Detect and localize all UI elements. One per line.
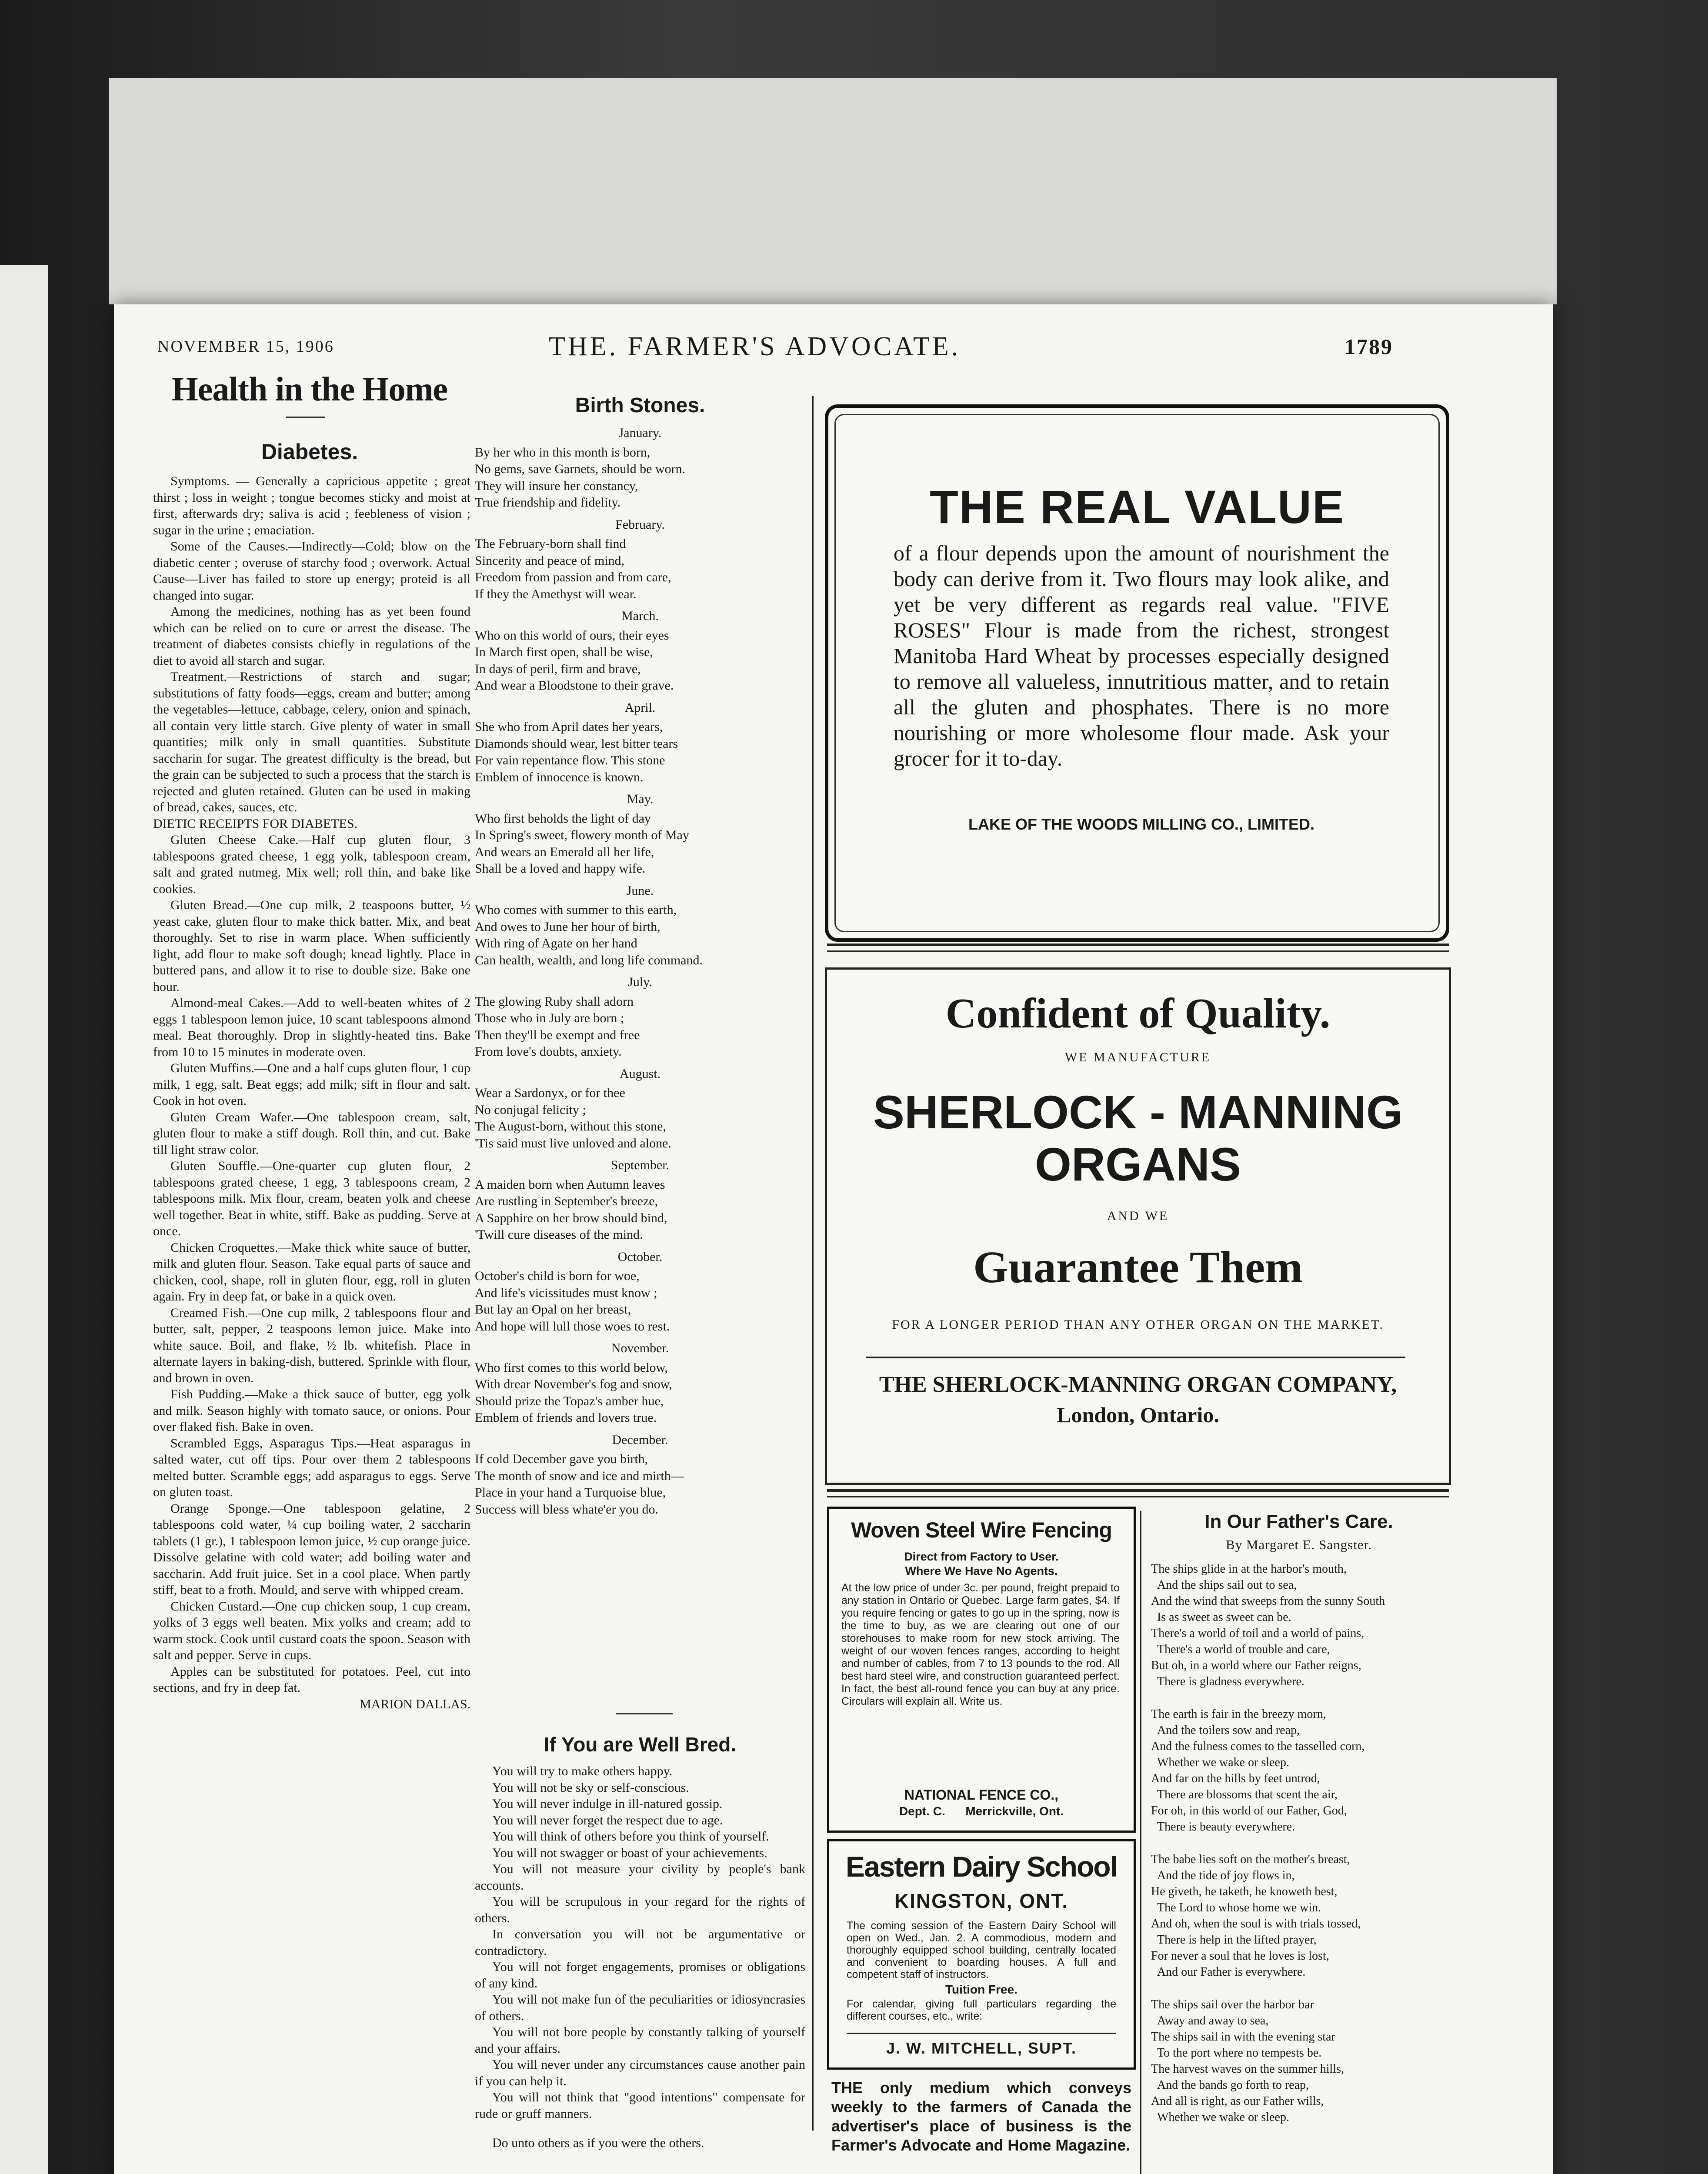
- month-heading: December.: [612, 1432, 668, 1447]
- month-stanza: The February-born shall find Sincerity and peace of mind, Freedom from passion and from care, If they the Amethyst will wear.: [475, 537, 671, 601]
- wellbred-item: You will never indulge in ill-natured gossip.: [492, 1797, 723, 1811]
- receipt: Gluten Souffle.—One-quarter cup gluten flour, 2 tablespoons grated cheese, 1 egg, 3 tablespoons cream, 2 tablespoons milk. Mix flour, cream, beaten yolk and cheese well together. Beat in white, stiff. Bake as pudding. Serve at once.: [153, 1159, 470, 1238]
- medium-notice: THE only medium which conveys weekly to the farmers of Canada the advertiser's place of business is the Farmer's Advocate and Home Magazine.: [831, 2079, 1131, 2154]
- wellbred-item: You will be scrupulous in your regard for the rights of others.: [475, 1894, 805, 1925]
- month-heading: June.: [626, 883, 654, 898]
- masthead: THE. FARMER'S ADVOCATE.: [549, 332, 961, 361]
- month-heading: July.: [628, 975, 652, 989]
- issue-date: NOVEMBER 15, 1906: [157, 337, 334, 356]
- month-stanza: A maiden born when Autumn leaves Are rustling in September's breeze, A Sapphire on her brow should bind, 'Twill cure diseases of the mind.: [475, 1177, 667, 1242]
- poem-body: [1151, 1557, 1451, 2125]
- receipt: Fish Pudding.—Make a thick sauce of butter, egg yolk and milk. Season highly with tomato sauce, or onions. Pour over flaked fish. Bake in oven.: [153, 1387, 470, 1434]
- wellbred-item: You will not measure your civility by people's bank accounts.: [475, 1862, 805, 1893]
- wellbred-item: You will not forget engagements, promises or obligations of any kind.: [475, 1960, 805, 1991]
- receipt: Chicken Custard.—One cup chicken soup, 1 cup cream, yolks of 3 eggs well beaten. Mix yolks and cream; add to warm stock. Cook until custard coats the spoon. Season with salt and pepper. Serve in cups.: [153, 1599, 470, 1662]
- sherlock-location: London, Ontario.: [1057, 1403, 1219, 1427]
- wellbred-item: You will not be sky or self-conscious.: [492, 1780, 689, 1795]
- fence-company: NATIONAL FENCE CO.,: [904, 1787, 1059, 1803]
- receipt: Almond-meal Cakes.—Add to well-beaten whites of 2 eggs 1 tablespoon lemon juice, 10 scant tablespoons almond meal. Beat thoroughly. Drop in slightly-heated tins. Bake from 10 to 15 minutes in moderate oven.: [153, 996, 470, 1059]
- receipt: Orange Sponge.—One tablespoon gelatine, 2 tablespoons cold water, ¼ cup boiling water, 2 saccharin tablets (1 gr.), 1 tablespoon lemon juice, ½ cup orange juice. Dissolve gelatine with cold water; add boiling water and saccharin. Add fruit juice. Set in a cool place. When partly stiff, beat to a froth. Mould, and serve with whipped cream.: [153, 1501, 470, 1597]
- dairy-signature: J. W. MITCHELL, SUPT.: [886, 2039, 1077, 2057]
- receipt: Gluten Cream Wafer.—One tablespoon cream, salt, gluten flour to make a stiff dough. Roll thin, and cut. Bake till light straw color.: [153, 1110, 470, 1157]
- poem-divider: [1140, 1511, 1141, 2174]
- health-title-rule: [286, 417, 325, 418]
- receipt: Chicken Croquettes.—Make thick white sauce of butter, milk and gluten flour. Season. Take equal parts of sauce and chicken, cool, shape, roll in gluten flour, egg, roll in gluten again. Fry in deep fat, or bake in a quick oven.: [153, 1240, 470, 1304]
- month-stanza: If cold December gave you birth, The month of snow and ice and mirth— Place in your hand a Turquoise blue, Success will bless whate'er you do.: [475, 1452, 684, 1517]
- five-roses-body: of a flour depends upon the amount of nourishment the body can derive from it. Two flours may look alike, and yet be very different as regards real value. "FIVE ROSES" Flour is made from the richest, strongest Manitoba Hard Wheat by processes especially designed to remove all valueless, innutritious matter, and to retain all the gluten and phosphates. There is no more nourishing or more wholesome flour made. Ask your grocer for it to-day.: [894, 541, 1389, 770]
- month-stanza: Who first beholds the light of day In Spring's sweet, flowery month of May And wears an Emerald all her life, Shall be a loved and happy wife.: [475, 811, 689, 876]
- receipt: Creamed Fish.—One cup milk, 2 tablespoons flour and butter, salt, pepper, 2 teaspoons lemon juice. Make into white sauce. Boil, and flake, ½ lb. whitefish. Place in alternate layers in baking-dish, buttered. Sprinkle with flour, and brown in oven.: [153, 1305, 470, 1385]
- sherlock-company: THE SHERLOCK-MANNING ORGAN COMPANY,: [879, 1372, 1397, 1397]
- sherlock-manning-brand: SHERLOCK - MANNING: [873, 1086, 1403, 1138]
- health-title: Health in the Home: [171, 370, 448, 408]
- wellbred-item: Do unto others as if you were the others.: [492, 2136, 704, 2150]
- we-manufacture: WE MANUFACTURE: [1064, 1050, 1211, 1064]
- birthstones-poem: [475, 420, 805, 1724]
- wellbred-item: You will not make fun of the peculiarities or idiosyncrasies of others.: [475, 1992, 805, 2023]
- month-stanza: Who first comes to this world below, With drear November's fog and snow, Should prize the Topaz's amber hue, Emblem of friends and lovers true.: [475, 1360, 672, 1425]
- health-paragraph: Treatment.—Restrictions of starch and sugar; substitutions of fatty foods—eggs, cream and butter; among the vegetables—lettuce, cabbage, celery, onion and spinach, all contain very little starch. Give plenty of water in small quantities; milk only in small quantities. Substitute saccharin for sugar. The greatest difficulty is the bread, but the grain can be subjected to such a process that the starch is rejected and gluten retained. Gluten can be used in making of bread, cakes, sauces, etc.: [153, 670, 470, 814]
- wellbred-item: In conversation you will not be argumentative or contradictory.: [475, 1927, 805, 1958]
- health-paragraph: Among the medicines, nothing has as yet been found which can be relied on to cure or arrest the disease. The treatment of diabetes consists chiefly in regulations of the diet to avoid all starch and sugar.: [153, 604, 470, 668]
- birthstones-title: Birth Stones.: [575, 394, 705, 417]
- month-heading: March.: [621, 609, 659, 623]
- sheet-above: [109, 78, 1557, 304]
- five-roses-company: LAKE OF THE WOODS MILLING CO., LIMITED.: [968, 815, 1314, 833]
- health-paragraph: Some of the Causes.—Indirectly—Cold; blow on the diabetic center ; overuse of starchy food ; overwork. Actual Cause—Liver has failed to store up energy; proteid is all changed into sugar.: [153, 539, 470, 603]
- health-column: [153, 473, 470, 2174]
- organs-brand: ORGANS: [1034, 1138, 1241, 1190]
- month-heading: August.: [619, 1066, 661, 1081]
- dairy-body2: For calendar, giving full particulars regarding the different courses, etc., write:: [847, 1998, 1116, 2022]
- month-heading: September.: [610, 1158, 670, 1172]
- sherlock-rule: [866, 1357, 1405, 1358]
- dairy-headline: Eastern Dairy School: [846, 1851, 1117, 1883]
- month-heading: February.: [615, 517, 665, 532]
- diabetes-heading: Diabetes.: [261, 440, 358, 464]
- sherlock-manning-ad: [825, 967, 1451, 1485]
- fence-body: At the low price of under 3c. per pound, freight prepaid to any station in Ontario or Quebec. Large farm gates, $4. If you require fencing or gates to go up in the spring, now is the time to buy, as we are clearing out one of our storehouses to make room for new stock arriving. The weight of our woven fences ranges, according to height and number of cables, from 7 to 13 pounds to the rod. All best hard steel wire, and construction guaranteed perfect. In fact, the best all-round fence you can buy at any price. Circulars will explain all. Write us.: [841, 1582, 1120, 1707]
- fence-address: Dept. C. Merrickville, Ont.: [899, 1804, 1064, 1818]
- month-heading: April.: [624, 700, 656, 715]
- dairy-location: KINGSTON, ONT.: [894, 1890, 1069, 1912]
- fence-sub2: Where We Have No Agents.: [905, 1564, 1058, 1577]
- month-stanza: October's child is born for woe, And life's vicissitudes must know ; But lay an Opal on her breast, And hope will lull those woes to rest.: [475, 1269, 670, 1334]
- adjacent-page-edge: [0, 265, 48, 2174]
- month-heading: November.: [611, 1341, 669, 1355]
- ad-separator: [827, 1489, 1449, 1492]
- ad-separator: [827, 950, 1449, 952]
- longer-period: FOR A LONGER PERIOD THAN ANY OTHER ORGAN ON THE MARKET.: [892, 1317, 1384, 1332]
- month-heading: January.: [618, 426, 662, 440]
- birthstones-rule: [616, 1713, 673, 1714]
- wellbred-item: You will never under any circumstances cause another pain if you can help it.: [475, 2057, 805, 2088]
- month-stanza: Who comes with summer to this earth, And owes to June her hour of birth, With ring of Agate on her hand Can health, wealth, and long life command.: [475, 903, 703, 967]
- receipt: Gluten Cheese Cake.—Half cup gluten flour, 3 tablespoons grated cheese, 1 egg yolk, tablespoon cream, salt and grated nutmeg. Mix well; roll thin, and bake like cookies.: [153, 833, 470, 896]
- wellbred-item: You will not bore people by constantly talking of yourself and your affairs.: [475, 2025, 805, 2056]
- column-divider: [812, 396, 814, 2131]
- wellbred-item: You will never forget the respect due to age.: [492, 1813, 723, 1827]
- and-we: AND WE: [1107, 1209, 1169, 1223]
- health-paragraph: Symptoms. — Generally a capricious appetite ; great thirst ; loss in weight ; tongue becomes sticky and moist at first, afterwards dry; saliva is acid ; feebleness of vision ; sugar in the urine ; emaciation.: [153, 474, 470, 537]
- newspaper-page: [114, 304, 1553, 2174]
- receipt: Scrambled Eggs, Asparagus Tips.—Heat asparagus in salted water, cut off tips. Pour over them 2 tablespoons melted butter. Scramble eggs; add asparagus to eggs. Serve on gluten toast.: [153, 1436, 470, 1499]
- poem-stanza: The earth is fair in the breezy morn, And the toilers sow and reap, And the fulness comes to the tasselled corn, Whether we wake or sleep. And far on the hills by feet untrod, There are blossoms that scent the air, For oh, in this world of our Father, God, There is beauty everywhere.: [1151, 1707, 1365, 1834]
- fence-sub1: Direct from Factory to User.: [904, 1550, 1059, 1563]
- page-number: 1789: [1344, 334, 1393, 359]
- receipt: Gluten Bread.—One cup milk, 2 teaspoons butter, ½ yeast cake, gluten flour to make thick batter. Mix, and beat thoroughly. Set to rise in warm place. When sufficiently light, add flour to make soft dough; knead lightly. Place in buttered pans, and allow it to rise to double size. Bake one hour.: [153, 898, 470, 994]
- month-stanza: The glowing Ruby shall adorn Those who in July are born ; Then they'll be exempt and free From love's doubts, anxiety.: [475, 994, 640, 1059]
- dairy-school-ad: [827, 1839, 1136, 2070]
- fence-headline: Woven Steel Wire Fencing: [851, 1518, 1112, 1542]
- five-roses-ad: [825, 404, 1449, 942]
- dairy-tuition: Tuition Free.: [945, 1983, 1017, 1996]
- wellbred-item: You will not think that "good intentions" compensate for rude or gruff manners.: [475, 2090, 805, 2121]
- poem-title: In Our Father's Care.: [1204, 1511, 1393, 1532]
- month-heading: May.: [627, 792, 654, 806]
- confident-headline: Confident of Quality.: [945, 990, 1331, 1037]
- poem-author: By Margaret E. Sangster.: [1226, 1537, 1372, 1552]
- dairy-body: The coming session of the Eastern Dairy School will open on Wed., Jan. 2. A commodious, modern and thoroughly equipped school building, centrally located and convenient to boarding houses. A full and competent staff of instructors.: [847, 1920, 1116, 1981]
- wellbred-column: [475, 1763, 805, 2150]
- month-stanza: Wear a Sardonyx, or for thee No conjugal felicity ; The August-born, without this stone, 'Tis said must live unloved and alone.: [475, 1086, 671, 1150]
- signature: MARION DALLAS.: [360, 1697, 470, 1711]
- poem-stanza: The babe lies soft on the mother's breast, And the tide of joy flows in, He giveth, he taketh, he knoweth best, The Lord to whose home we win. And oh, when the soul is with trials tossed, There is help in the lifted prayer, For never a soul that he loves is lost, And our Father is everywhere.: [1151, 1853, 1361, 1979]
- dairy-rule: [847, 2033, 1116, 2034]
- month-stanza: Who on this world of ours, their eyes In March first open, shall be wise, In days of peril, firm and brave, And wear a Bloodstone to their grave.: [475, 628, 674, 693]
- wellbred-item: You will not swagger or boast of your achievements.: [492, 1845, 767, 1860]
- month-stanza: She who from April dates her years, Diamonds should wear, lest bitter tears For vain repentance flow. This stone Emblem of innocence is known.: [475, 720, 678, 784]
- wellbred-item: You will try to make others happy.: [492, 1764, 673, 1778]
- five-roses-headline: THE REAL VALUE: [929, 480, 1345, 533]
- wellbred-title: If You are Well Bred.: [544, 1733, 737, 1756]
- wellbred-item: You will think of others before you think of yourself.: [492, 1829, 769, 1844]
- poem-stanza: The ships glide in at the harbor's mouth, And the ships sail out to sea, And the wind that sweeps from the sunny South Is as sweet as sweet can be. There's a world of toil and a world of pains, There's a world of trouble and care, But oh, in a world where our Father reigns, There is gladness everywhere.: [1151, 1562, 1385, 1688]
- ad-separator: [827, 944, 1449, 946]
- ad-separator: [827, 1496, 1449, 1497]
- receipts-heading: DIETIC RECEIPTS FOR DIABETES.: [153, 816, 358, 831]
- month-heading: October.: [617, 1249, 663, 1264]
- poem-stanza: The ships sail over the harbor bar Away and away to sea, The ships sail in with the evening star To the port where no tempests be. The harvest waves on the summer hills, And the bands go forth to reap, And all is right, as our Father wills, Whether we wake or sleep.: [1151, 1998, 1344, 2124]
- receipt: Apples can be substituted for potatoes. Peel, cut into sections, and fry in deep fat.: [153, 1664, 470, 1695]
- receipt: Gluten Muffins.—One and a half cups gluten flour, 1 cup milk, 1 egg, salt. Beat eggs; add milk; sift in flour and salt. Cook in hot oven.: [153, 1061, 470, 1108]
- month-stanza: By her who in this month is born, No gems, save Garnets, should be worn. They will insure her constancy, True friendship and fidelity.: [475, 445, 686, 510]
- fence-ad: [827, 1507, 1136, 1833]
- guarantee-them: Guarantee Them: [973, 1242, 1303, 1292]
